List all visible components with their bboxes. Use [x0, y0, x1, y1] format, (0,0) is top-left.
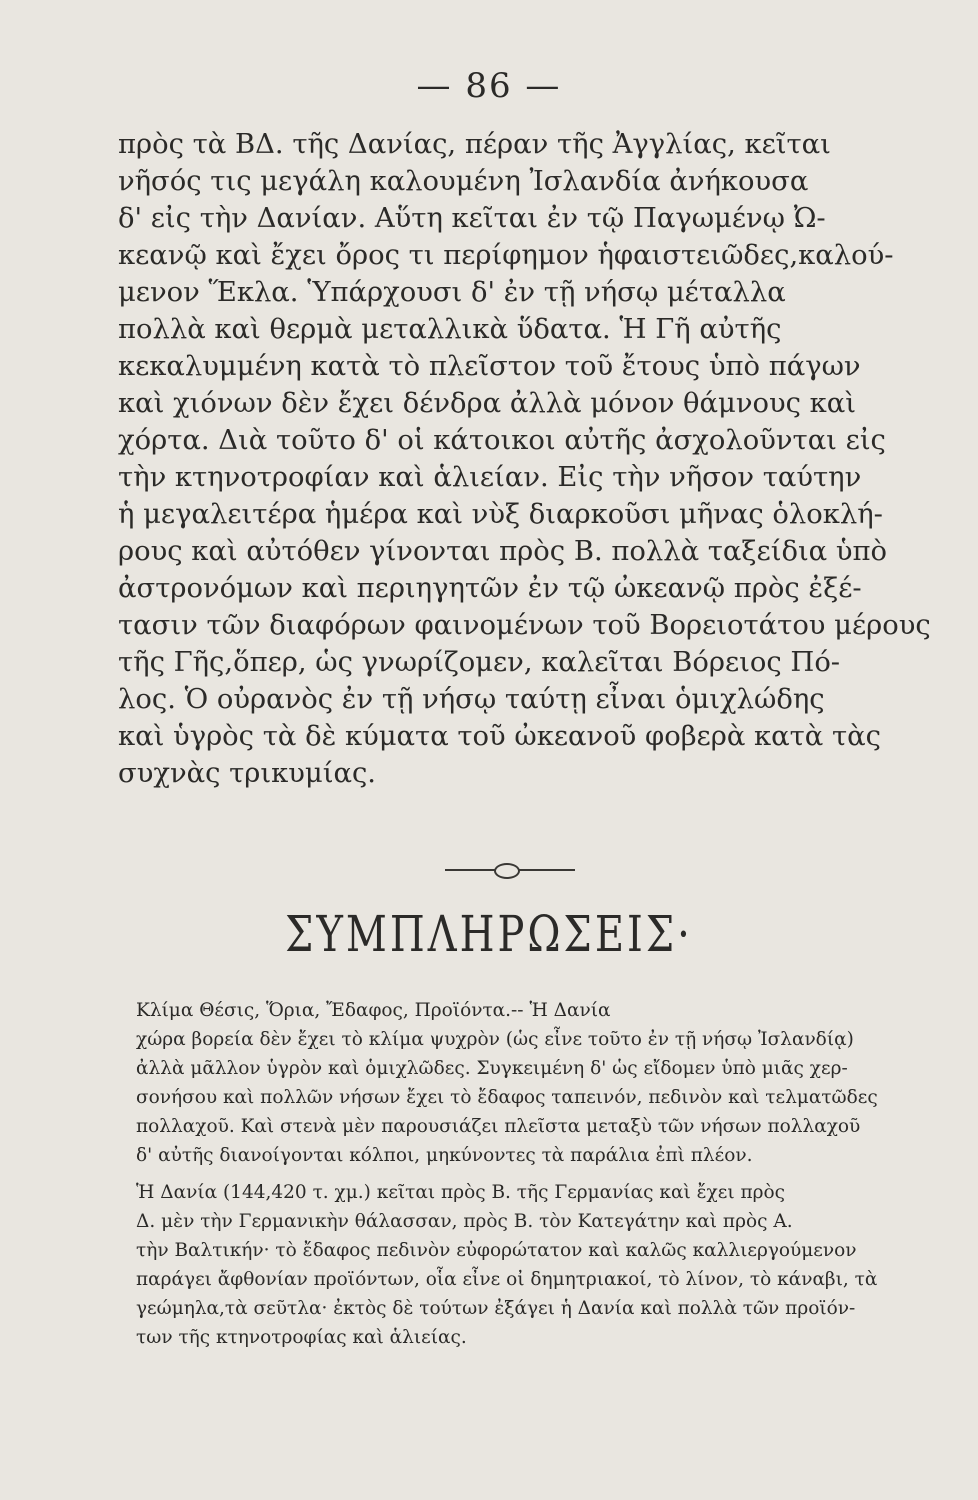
page-number: — 86 —: [416, 66, 562, 106]
text-line: πολλὰ καὶ θερμὰ μεταλλικὰ ὕδατα. Ἡ Γῆ αὐτῆς: [118, 314, 782, 345]
text-line: μενον Ἕκλα. Ὑπάρχουσι δ' ἐν τῇ νήσῳ μέταλλα: [118, 277, 786, 308]
main-paragraph: [118, 126, 931, 792]
supplement-line: Ἡ Δανία (144,420 τ. χμ.) κεῖται πρὸς Β. τῆς Γερμανίας καὶ ἔχει πρὸς: [136, 1182, 785, 1203]
text-line: καὶ ὑγρὸς τὰ δὲ κύματα τοῦ ὠκεανοῦ φοβερὰ κατὰ τὰς: [118, 721, 882, 752]
section-heading: ΣΥΜΠΛΗΡΩΣΕΙΣ·: [285, 906, 693, 964]
supplement-line: παράγει ἄφθονίαν προϊόντων, οἷα εἶνε οἰ δημητριακοί, τὸ λίνον, τὸ κάναβι, τὰ: [136, 1269, 878, 1290]
supplement-line: γεώμηλα,τὰ σεῦτλα· ἐκτὸς δὲ τούτων ἐξάγει ἡ Δανία καὶ πολλὰ τῶν προϊόν-: [136, 1298, 856, 1319]
text-line: ἀστρονόμων καὶ περιηγητῶν ἐν τῷ ὠκεανῷ πρὸς ἐξέ-: [118, 573, 862, 604]
text-line: τασιν τῶν διαφόρων φαινομένων τοῦ Βορειοτάτου μέρους: [118, 610, 931, 641]
supplement-line: δ' αὐτῆς διανοίγονται κόλποι, μηκύνοντες τὰ παράλια ἐπὶ πλέον.: [136, 1145, 753, 1166]
text-line: δ' εἰς τὴν Δανίαν. Αὕτη κεῖται ἐν τῷ Παγωμένῳ Ὠ-: [118, 203, 826, 234]
text-line: νῆσός τις μεγάλη καλουμένη Ἰσλανδία ἀνήκουσα: [118, 166, 809, 197]
text-line: συχνὰς τρικυμίας.: [118, 758, 376, 789]
text-line: κεκαλυμμένη κατὰ τὸ πλεῖστον τοῦ ἔτους ὑπὸ πάγων: [118, 351, 861, 382]
text-line: ἡ μεγαλειτέρα ἡμέρα καὶ νὺξ διαρκοῦσι μῆνας ὁλοκλή-: [118, 499, 883, 530]
supplement-line: σονήσου καὶ πολλῶν νήσων ἔχει τὸ ἔδαφος ταπεινόν, πεδινὸν καὶ τελματῶδες: [136, 1087, 878, 1108]
supplement-line: Κλίμα Θέσις, Ὅρια, Ἔδαφος, Προϊόντα.-- Ἡ Δανία: [136, 1000, 611, 1021]
text-line: λος. Ὁ οὐρανὸς ἐν τῇ νήσῳ ταύτῃ εἶναι ὁμιχλώδης: [118, 684, 825, 715]
text-line: τῆς Γῆς,ὅπερ, ὡς γνωρίζομεν, καλεῖται Βόρειος Πό-: [118, 647, 841, 678]
text-line: ρους καὶ αὐτόθεν γίνονται πρὸς Β. πολλὰ ταξείδια ὑπὸ: [118, 536, 888, 567]
divider-ornament: [494, 863, 520, 879]
supplement-line: χώρα βορεία δὲν ἔχει τὸ κλίμα ψυχρὸν (ὡς εἶνε τοῦτο ἐν τῇ νήσῳ Ἰσλανδίᾳ): [136, 1029, 854, 1050]
text-line: τὴν κτηνοτροφίαν καὶ ἁλιείαν. Εἰς τὴν νῆσον ταύτην: [118, 462, 862, 493]
supplement-line: πολλαχοῦ. Καὶ στενὰ μὲν παρουσιάζει πλεῖστα μεταξὺ τῶν νήσων πολλαχοῦ: [136, 1116, 861, 1137]
supplement-line: Δ. μὲν τὴν Γερμανικὴν θάλασσαν, πρὸς Β. τὸν Κατεγάτην καὶ πρὸς Α.: [136, 1211, 793, 1232]
paragraph-gap: [136, 1170, 906, 1178]
supplement-line: τὴν Βαλτικήν· τὸ ἔδαφος πεδινὸν εὐφορώτατον καὶ καλῶς καλλιεργούμενον: [136, 1240, 857, 1261]
text-line: καὶ χιόνων δὲν ἔχει δένδρα ἀλλὰ μόνον θάμνους καὶ: [118, 388, 857, 419]
text-line: κεανῷ καὶ ἔχει ὄρος τι περίφημον ἡφαιστειῶδες,καλού-: [118, 240, 894, 271]
supplement-section: [136, 996, 906, 1352]
text-line: χόρτα. Διὰ τοῦτο δ' οἱ κάτοικοι αὐτῆς ἀσχολοῦνται εἰς: [118, 425, 886, 456]
supplement-line: ἀλλὰ μᾶλλον ὑγρὸν καὶ ὁμιχλῶδες. Συγκειμένη δ' ὡς εἴδομεν ὑπὸ μιᾶς χερ-: [136, 1058, 848, 1079]
text-line: πρὸς τὰ ΒΔ. τῆς Δανίας, πέραν τῆς Ἀγγλίας, κεῖται: [118, 129, 831, 160]
supplement-line: των τῆς κτηνοτροφίας καὶ ἁλιείας.: [136, 1327, 467, 1348]
